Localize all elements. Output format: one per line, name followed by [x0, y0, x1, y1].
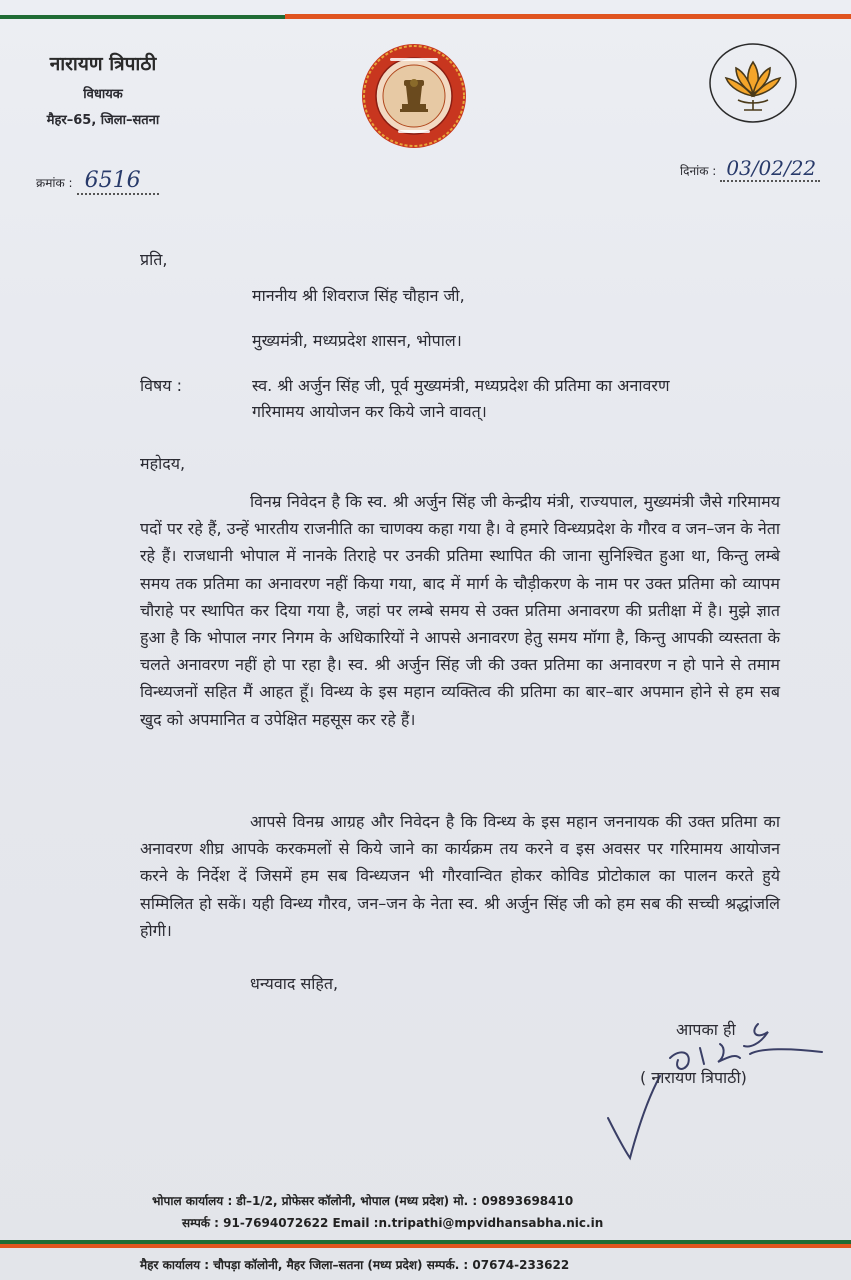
recipient-line-2: मुख्यमंत्री, मध्यप्रदेश शासन, भोपाल।	[252, 331, 462, 350]
footer-contact: सम्पर्क : 91-7694072622 Email :n.tripathi@mpvidhansabha.nic.in	[182, 1216, 604, 1230]
sign-off: आपका ही	[676, 1020, 736, 1039]
signatory-name: ( नारायण त्रिपाठी)	[640, 1068, 747, 1087]
sender-block	[28, 50, 178, 128]
footer-maihar-office: मैहर कार्यालय : चौपड़ा कॉलोनी, मैहर जिला–सतना (मध्य प्रदेश) सम्पर्क. : 07674-233622	[140, 1258, 570, 1272]
bjp-lotus-logo-icon	[708, 42, 798, 124]
reference-value: 6516	[77, 168, 159, 195]
footer-bhopal-office: भोपाल कार्यालय : डी–1/2, प्रोफेसर कॉलोनी, भोपाल (मध्य प्रदेश) मो. : 09893698410	[152, 1194, 574, 1208]
sender-name: नारायण त्रिपाठी	[49, 53, 157, 75]
date-value: 03/02/22	[720, 156, 820, 182]
handwritten-signature-icon	[600, 1018, 830, 1168]
subject-label: विषय :	[140, 376, 183, 395]
vidhansabha-seal-icon	[360, 42, 468, 150]
salutation: महोदय,	[140, 454, 186, 473]
reference-number	[36, 168, 159, 195]
body-paragraph-2: आपसे विनम्र आग्रह और निवेदन है कि विन्ध्य के इस महान जननायक की उक्त प्रतिमा का अनावरण शीघ्र आपके करकमलों से किये जाने का कार्यक्रम तय करने व इस अवसर पर गरिमामय आयोजन करने के निर्देश दें जिसमें हम सब विन्ध्यजन भी गौरवान्वित होकर कोविड प्रोटोकाल का पालन करते हुये सम्मिलित हो सकें। यही विन्ध्य गौरव, जन–जन के नेता स्व. श्री अर्जुन सिंह जी को हम सब की सच्ची श्रद्धांजलि होगी।	[140, 812, 780, 940]
subject-line-2: गरिमामय आयोजन कर किये जाने वावत्।	[252, 402, 487, 421]
body-paragraph-1: विनम्र निवेदन है कि स्व. श्री अर्जुन सिंह जी केन्द्रीय मंत्री, राज्यपाल, मुख्यमंत्री जैसे गरिमामय पदों पर रहे हैं, उन्हें भारतीय राजनीति का चाणक्य कहा गया है। वे हमारे विन्ध्यप्रदेश के गौरव व जन–जन के नेता रहे हैं। राजधानी भोपाल में नानके तिराहे पर उनकी प्रतिमा स्थापित की जाना सुनिश्चित हुआ था, किन्तु लम्बे समय तक प्रतिमा का अनावरण नहीं किया गया, बाद में मार्ग के चौड़ीकरण के नाम पर उक्त प्रतिमा को व्यापम चौराहे पर स्थापित कर दिया गया है, जहां पर लम्बे समय से उक्त प्रतिमा अनावरण की प्रतीक्षा में है। मुझे ज्ञात हुआ है कि भोपाल नगर निगम के अधिकारियों ने आपसे अनावरण हेतु समय मॉगा है, किन्तु आपकी व्यस्तता के चलते अनावरण नहीं हो पा रहा है। स्व. श्री अर्जुन सिंह जी की उक्त प्रतिमा का अनावरण न हो पाने से तमाम विन्ध्यजनों सहित मैं आहत हूँ। विन्ध्य के इस महान व्यक्तित्व की प्रतिमा का बार–बार अपमान होने से हम सब खुद को अपमानित व उपेक्षित महसूस कर रहे हैं।	[140, 492, 780, 729]
subject-line-1: स्व. श्री अर्जुन सिंह जी, पूर्व मुख्यमंत्री, मध्यप्रदेश की प्रतिमा का अनावरण	[252, 376, 670, 395]
sender-constituency: मैहर–65, जिला–सतना	[46, 113, 160, 128]
to-label: प्रति,	[140, 250, 168, 269]
closing-line: धन्यवाद सहित,	[250, 974, 339, 993]
top-orange-stripe	[285, 14, 851, 19]
top-color-bar	[0, 14, 851, 20]
bottom-color-bar	[0, 1240, 851, 1248]
date-label: दिनांक :	[680, 164, 717, 178]
sender-title: विधायक	[83, 87, 123, 102]
recipient-line-1: माननीय श्री शिवराज सिंह चौहान जी,	[252, 286, 465, 305]
letter-date	[680, 156, 820, 182]
reference-label: क्रमांक :	[36, 176, 73, 190]
bottom-orange-stripe	[0, 1244, 851, 1248]
top-green-stripe	[0, 15, 285, 19]
